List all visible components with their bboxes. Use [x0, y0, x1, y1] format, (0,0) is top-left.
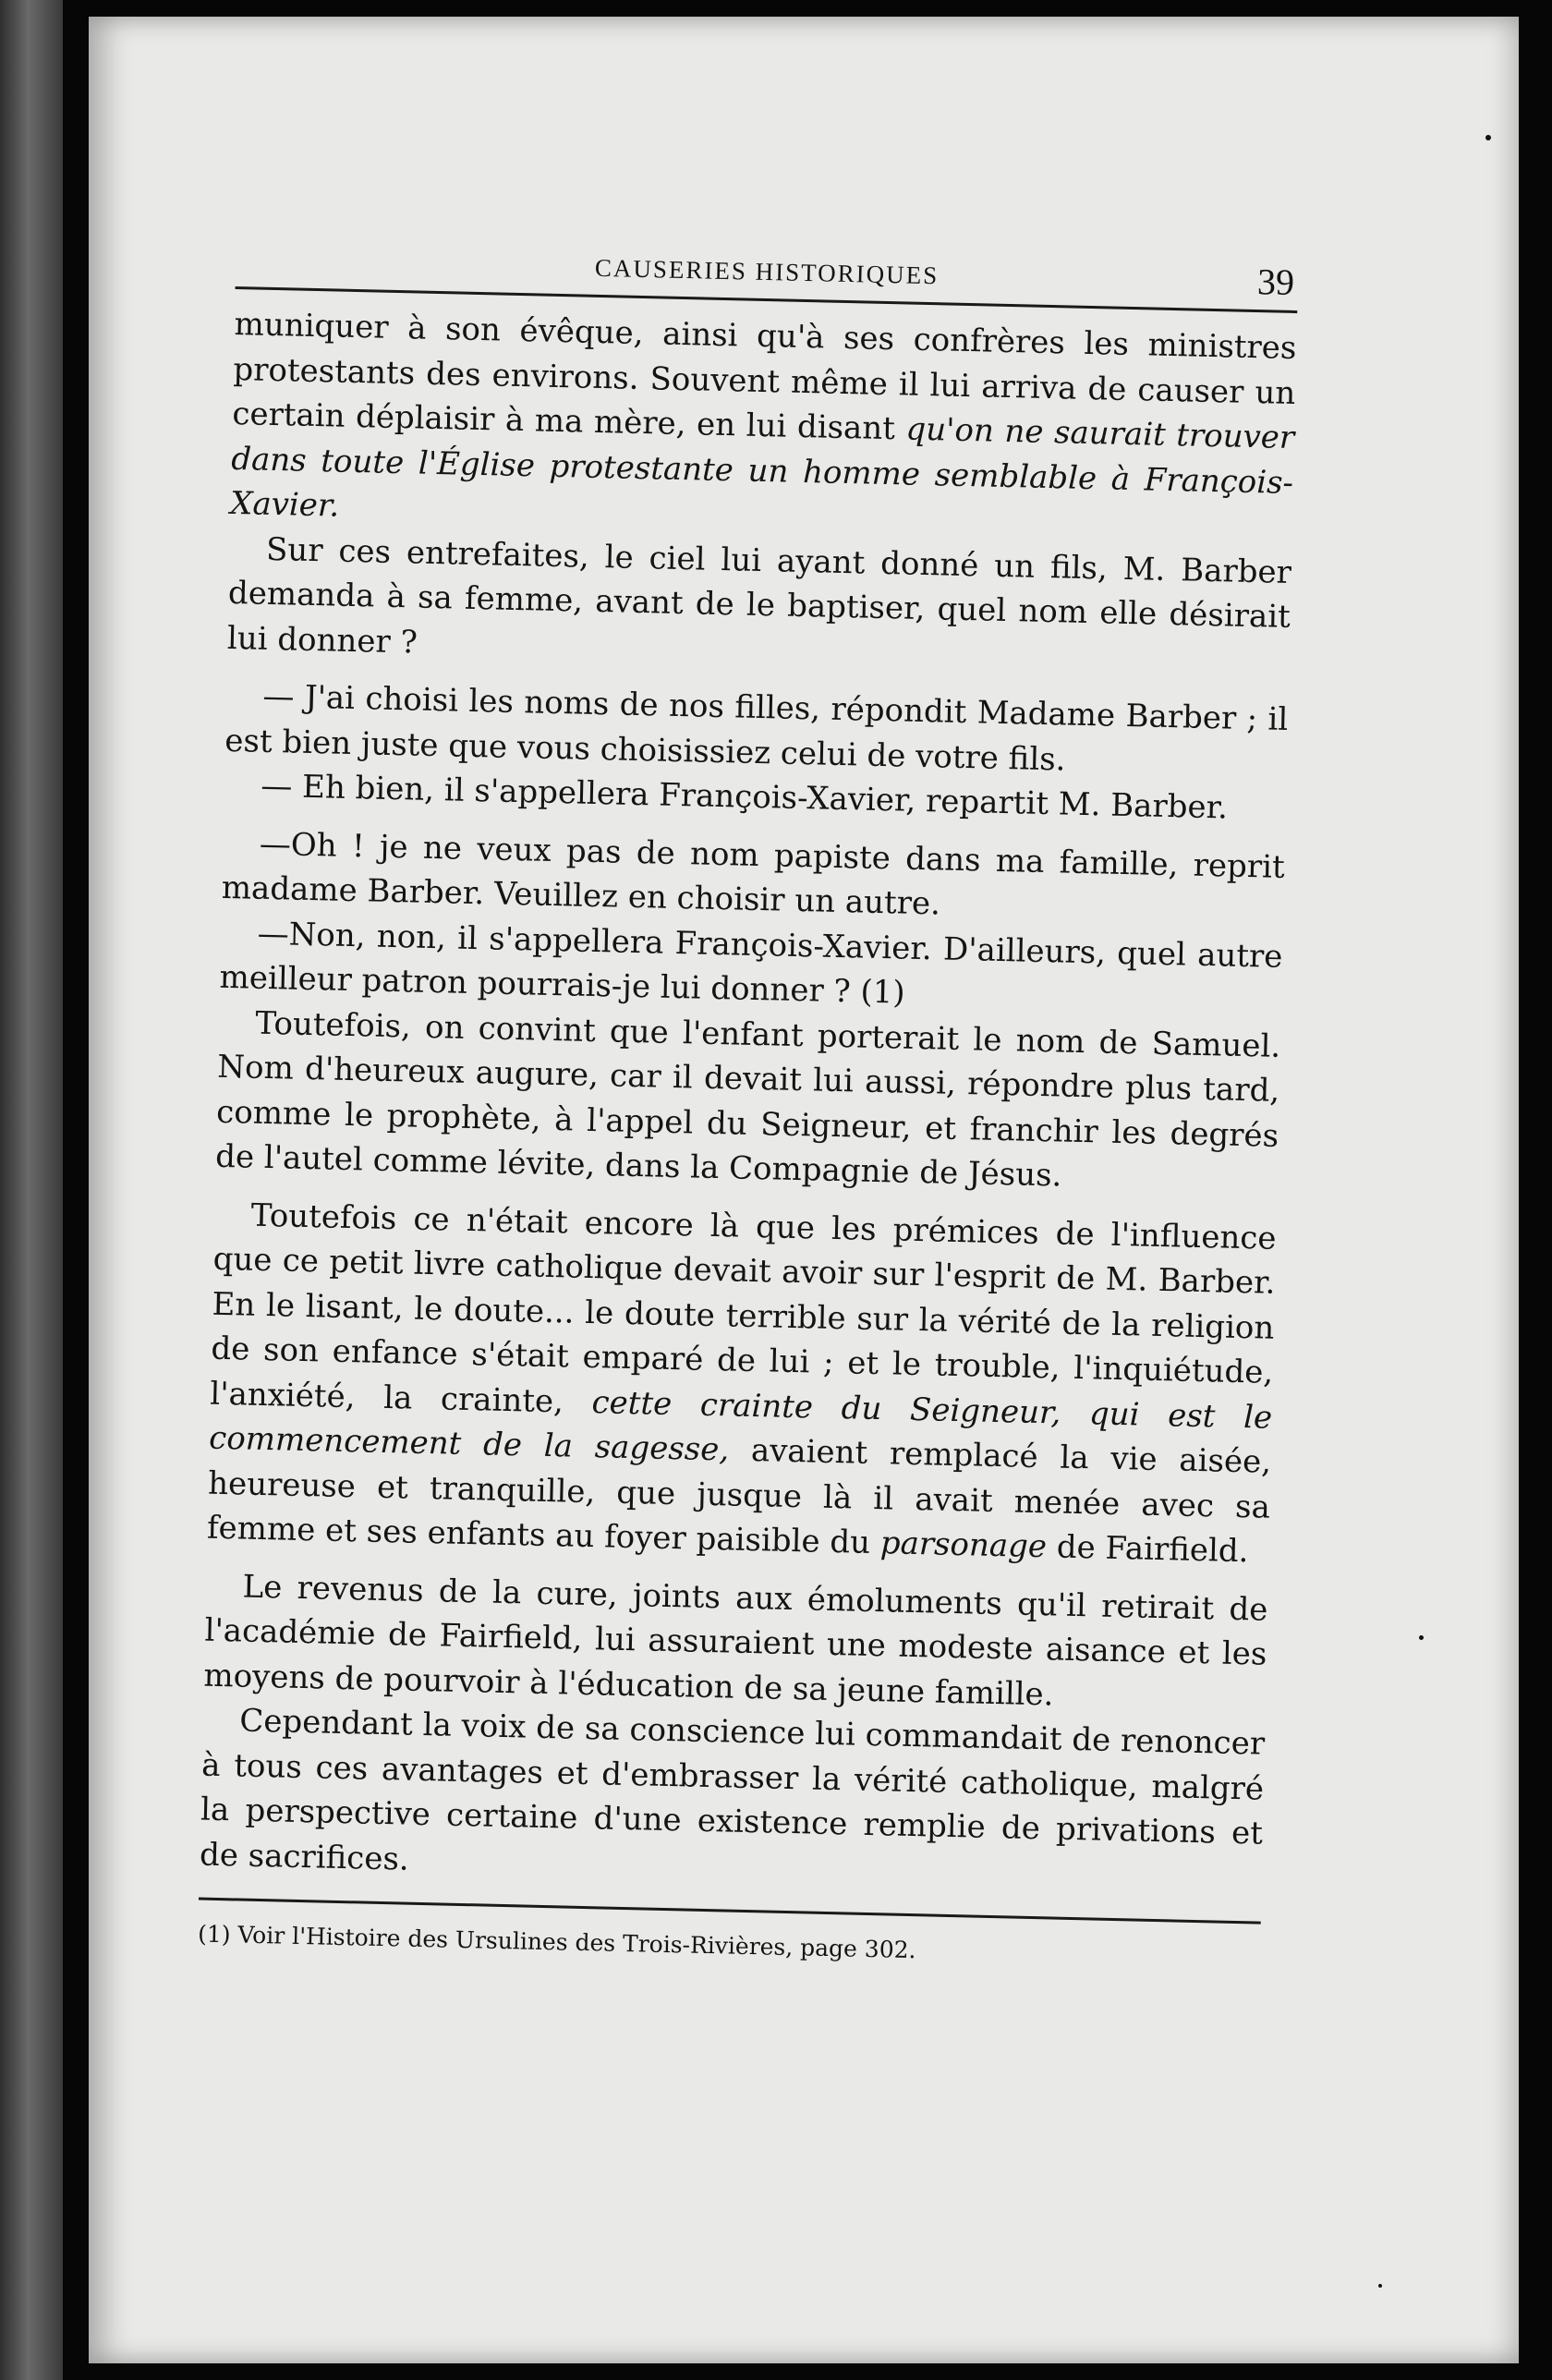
footnote-rule — [199, 1898, 1261, 1925]
dust-speck — [1419, 1635, 1424, 1640]
paragraph-text: muniquer à son évêque, ainsi qu'à ses confrères les ministres protestants des environs. Souvent même il lui arriva de causer un certain déplaisir à ma mère, en lui disant — [232, 305, 1297, 448]
paragraph-text: Toutefois ce n'était encore là que les prémices de l'influence que ce petit livre catholique devait avoir sur l'esprit de M. Barber. En le lisant, le doute... le doute terrible sur la vérité de la religion de son enfance s'était emparé de lui ; et le trouble, l'inquiétude, l'anxiété, la crainte, — [209, 1196, 1277, 1421]
paragraph-text: — Eh bien, il s'appellera François-Xavier, repartit M. Barber. — [260, 767, 1229, 827]
paragraph-7 — [215, 1000, 1281, 1203]
paragraph-1 — [230, 302, 1297, 551]
paragraph-text: Cependant la voix de sa conscience lui commandait de renoncer à tous ces avantages et d'embrasser la vérité catholique, malgré la perspective certaine d'une existence remplie de privations et de sacrifices. — [199, 1702, 1266, 1878]
facing-page-edge — [0, 0, 63, 2380]
paragraph-text: de Fairfield. — [1046, 1528, 1249, 1571]
paragraph-text: Toutefois, on convint que l'enfant porterait le nom de Samuel. Nom d'heureux augure, car il devait lui aussi, répondre plus tard, comme le prophète, à l'appel du Seigneur, et franchir les degrés de l'autel comme lévite, dans la Compagnie de Jésus. — [214, 1004, 1281, 1195]
paragraph-2 — [226, 526, 1291, 685]
dust-speck — [1378, 2284, 1382, 2288]
body-text — [200, 302, 1297, 1901]
italic-phrase: qu'on ne saurait trouver dans toute l'Église protestante un homme semblable à François-Xavier. — [229, 410, 1295, 525]
paragraph-text: — J'ai choisi les noms de nos filles, répondit Madame Barber ; il est bien juste que vous choisissiez celui de votre fils. — [224, 677, 1289, 779]
running-title: CAUSERIES HISTORIQUES — [594, 253, 940, 290]
paragraph-text: —Oh ! je ne veux pas de nom papiste dans ma famille, reprit madame Barber. Veuillez en choisir un autre. — [221, 825, 1286, 923]
book-page — [89, 17, 1519, 2363]
paragraph-text: avaient remplacé la vie aisée, heureuse et tranquille, que jusque là il avait menée avec sa femme et ses enfants au foyer paisible du — [206, 1431, 1272, 1562]
text-block — [198, 229, 1299, 1974]
page-number: 39 — [1256, 261, 1295, 303]
italic-phrase: cette crainte du Seigneur, qui est le commencement de la sagesse, — [208, 1383, 1273, 1469]
paragraph-8 — [207, 1192, 1278, 1574]
paragraph-9 — [203, 1563, 1268, 1722]
italic-word: parsonage — [879, 1524, 1048, 1566]
footnote: (1) Voir l'Histoire des Ursulines des Trois-Rivières, page 302. — [197, 1920, 916, 1964]
paragraph-text: Sur ces entrefaites, le ciel lui ayant donné un fils, M. Barber demanda à sa femme, avant de le baptiser, quel nom elle désirait lui donner ? — [226, 530, 1292, 662]
running-head — [236, 229, 1299, 313]
paragraph-text: Le revenus de la cure, joints aux émoluments qu'il retirait de l'académie de Fairfield, lui assuraient une modeste aisance et les moyens de pourvoir à l'éducation de sa jeune famille. — [203, 1568, 1268, 1713]
paragraph-text: —Non, non, il s'appellera François-Xavier. D'ailleurs, quel autre meilleur patron pourrais-je lui donner ? (1) — [219, 915, 1283, 1012]
paragraph-10 — [200, 1698, 1266, 1901]
dust-speck — [1485, 135, 1491, 140]
